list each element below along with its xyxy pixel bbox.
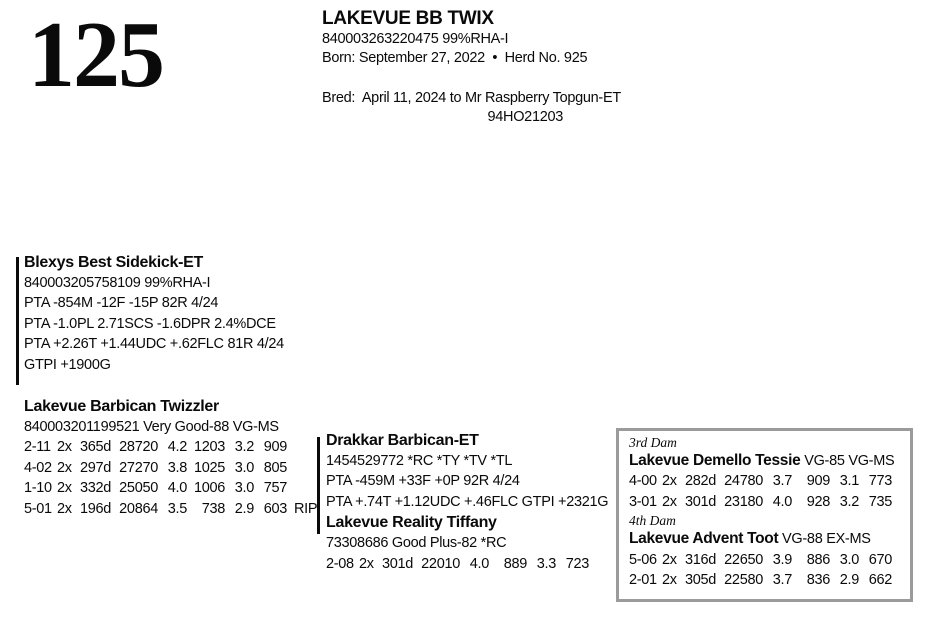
record-cell: 4.0	[469, 555, 489, 572]
pedigree-line: PTA -1.0PL 2.71SCS -1.6DPR 2.4%DCE	[24, 315, 276, 332]
third-dam-score: VG-85 VG-MS	[800, 453, 895, 469]
milk-record-row	[629, 570, 910, 590]
dam-name: Lakevue Barbican Twizzler	[24, 398, 219, 415]
third-dam-label: 3rd Dam	[629, 435, 677, 450]
record-cell: 316d	[685, 551, 717, 568]
record-cell: RIP	[294, 500, 318, 517]
pedigree-line: PTA -459M +33F +0P 92R 4/24	[326, 473, 520, 490]
sire-dam-bracket-line	[16, 257, 19, 385]
animal-header	[322, 7, 622, 127]
record-cell: 2-01	[629, 571, 657, 588]
record-cell: 297d	[80, 459, 112, 476]
record-cell: 1-10	[24, 480, 52, 497]
record-cell: 3-01	[629, 493, 657, 510]
record-cell: 2.9	[839, 571, 859, 588]
record-cell: 2x	[57, 439, 72, 456]
record-cell: 1006	[193, 480, 225, 497]
record-cell: 723	[565, 555, 589, 572]
record-cell: 4.0	[167, 480, 187, 497]
record-cell: 2x	[662, 571, 677, 588]
dam-block	[24, 396, 324, 519]
record-cell: 20864	[119, 500, 158, 517]
record-cell: 3.9	[772, 551, 792, 568]
record-cell: 3.8	[167, 459, 187, 476]
record-cell: 28720	[119, 439, 158, 456]
dam-dam-registration-line: 73308686 Good Plus-82 *RC	[326, 535, 507, 552]
fourth-dam-name-line	[629, 529, 910, 549]
lot-number: 125	[28, 3, 163, 107]
record-cell: 735	[868, 493, 892, 510]
record-cell: 3.0	[234, 480, 254, 497]
record-cell: 2.9	[234, 500, 254, 517]
fourth-dam-name: Lakevue Advent Toot	[629, 530, 779, 548]
record-cell: 1025	[193, 459, 225, 476]
record-cell: 5-06	[629, 551, 657, 568]
third-dam-name: Lakevue Demello Tessie	[629, 452, 801, 469]
record-cell: 332d	[80, 480, 112, 497]
pedigree-line: 1454529772 *RC *TY *TV *TL	[326, 453, 513, 469]
record-cell: 738	[201, 500, 225, 517]
pedigree-line: PTA +2.26T +1.44UDC +.62FLC 81R 4/24	[24, 336, 284, 353]
record-cell: 2-08	[326, 555, 354, 572]
record-cell: 301d	[685, 493, 717, 510]
record-cell: 3.1	[839, 473, 859, 490]
record-cell: 4-00	[629, 473, 657, 490]
bred-line: Bred: April 11, 2024 to Mr Raspberry Topgun-ET	[322, 90, 621, 106]
record-cell: 196d	[80, 500, 112, 517]
record-cell: 1203	[193, 439, 225, 456]
record-cell: 603	[263, 500, 287, 517]
record-cell: 4.2	[167, 439, 187, 456]
milk-record-row	[24, 437, 324, 457]
record-cell: 365d	[80, 439, 112, 456]
milk-record-row	[629, 471, 910, 491]
record-cell: 805	[263, 459, 287, 476]
dam-sire-name: Drakkar Barbican-ET	[326, 432, 479, 449]
record-cell: 301d	[382, 555, 414, 572]
record-cell: 886	[806, 551, 830, 568]
record-cell: 662	[868, 571, 892, 588]
record-cell: 22650	[724, 551, 763, 568]
record-cell: 2x	[662, 551, 677, 568]
record-cell: 23180	[724, 493, 763, 510]
fourth-dam-label: 4th Dam	[629, 513, 676, 529]
record-cell: 22580	[724, 571, 763, 588]
record-cell: 3.2	[234, 439, 254, 456]
record-cell: 305d	[685, 571, 717, 588]
dam-registration-line: 840003201199521 Very Good-88 VG-MS	[24, 419, 279, 435]
record-cell: 2-11	[24, 439, 51, 456]
service-sire-code: 94HO21203	[487, 109, 563, 125]
dam-parents-block	[326, 430, 616, 574]
milk-record-row	[24, 478, 324, 498]
maternal-line-box	[616, 428, 913, 602]
record-cell: 4-02	[24, 459, 52, 476]
record-cell: 3.7	[772, 473, 792, 490]
record-cell: 24780	[724, 473, 763, 490]
record-cell: 889	[503, 555, 527, 572]
record-cell: 773	[868, 473, 892, 490]
record-cell: 3.7	[772, 571, 792, 588]
record-cell: 2x	[359, 555, 374, 572]
record-cell: 282d	[685, 473, 717, 490]
record-cell: 3.5	[167, 500, 187, 517]
record-cell: 25050	[119, 480, 158, 497]
record-cell: 22010	[421, 555, 460, 572]
pedigree-line: 840003205758109 99%RHA-I	[24, 275, 211, 291]
record-cell: 3.2	[839, 493, 859, 510]
sire-name: Blexys Best Sidekick-ET	[24, 254, 203, 271]
record-cell: 909	[263, 439, 287, 456]
record-cell: 3.0	[234, 459, 254, 476]
record-cell: 2x	[662, 493, 677, 510]
record-cell: 2x	[57, 500, 72, 517]
record-cell: 27270	[119, 459, 158, 476]
record-cell: 3.0	[839, 551, 859, 568]
record-cell: 757	[263, 480, 287, 497]
record-cell: 2x	[57, 459, 72, 476]
fourth-dam-score: VG-88 EX-MS	[778, 531, 871, 548]
record-cell: 4.0	[772, 493, 792, 510]
third-dam-name-line	[629, 451, 910, 471]
milk-record-row	[629, 550, 910, 570]
record-cell: 670	[868, 551, 892, 568]
pedigree-line: PTA +.74T +1.12UDC +.46FLC GTPI +2321G	[326, 493, 609, 510]
milk-record-row	[629, 492, 910, 512]
milk-record-row	[24, 499, 324, 519]
record-cell: 2x	[57, 480, 72, 497]
milk-record-row	[24, 458, 324, 478]
animal-registration-line: 840003263220475 99%RHA-I	[322, 31, 509, 47]
record-cell: 5-01	[24, 500, 52, 517]
record-cell: 2x	[662, 473, 677, 490]
pedigree-line: PTA -854M -12F -15P 82R 4/24	[24, 295, 219, 312]
dam-parents-bracket-line	[317, 437, 320, 534]
pedigree-line: GTPI +1900G	[24, 356, 111, 373]
record-cell: 836	[806, 571, 830, 588]
dam-dam-name: Lakevue Reality Tiffany	[326, 514, 497, 532]
record-cell: 909	[806, 473, 830, 490]
born-herd-line: Born: September 27, 2022 • Herd No. 925	[322, 50, 588, 66]
record-cell: 3.3	[536, 555, 556, 572]
animal-name: LAKEVUE BB TWIX	[322, 8, 494, 29]
milk-record-row	[326, 554, 616, 574]
record-cell: 928	[806, 493, 830, 510]
sire-block	[24, 252, 314, 375]
